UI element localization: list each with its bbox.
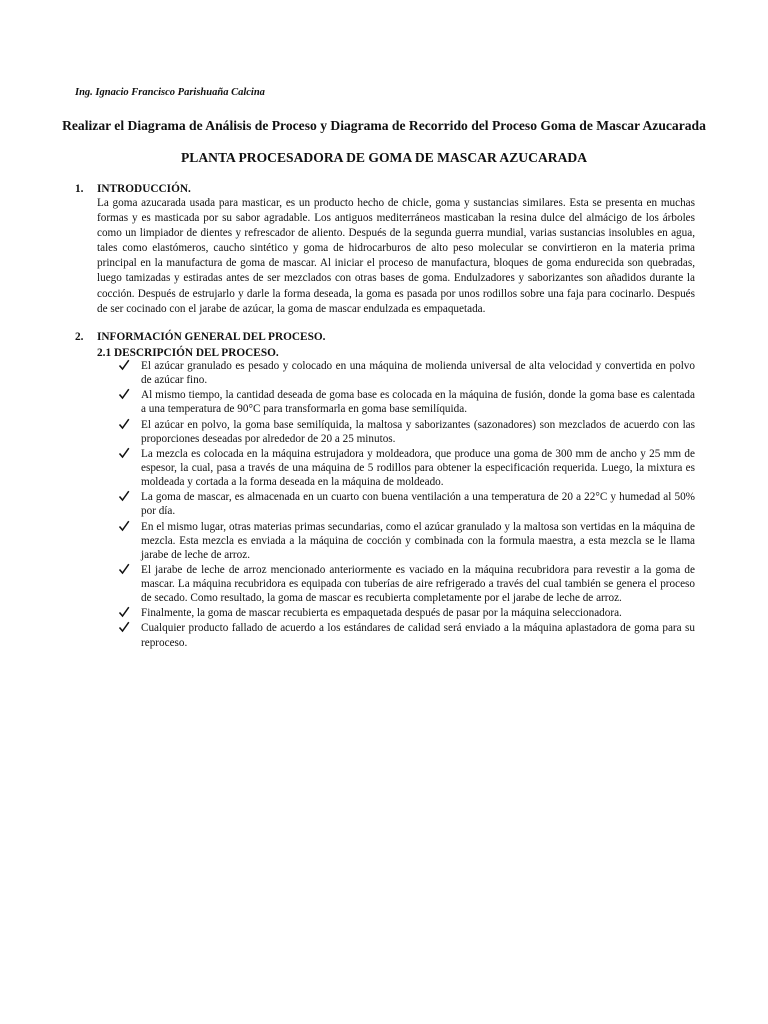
bullet-item xyxy=(118,388,695,416)
bullet-item xyxy=(118,418,695,446)
section-label: INFORMACIÓN GENERAL DEL PROCESO. xyxy=(97,331,326,343)
bullet-text: Finalmente, la goma de mascar recubierta es empaquetada después de pasar por la máquina seleccionadora. xyxy=(141,607,622,620)
bullet-text: El azúcar en polvo, la goma base semilíquida, la maltosa y saborizantes (sazonadores) son mezclados de acuerdo con las proporciones deseadas por alrededor de 20 a 25 minutos. xyxy=(141,418,695,445)
checkmark-icon xyxy=(118,490,130,502)
bullet-text: Cualquier producto fallado de acuerdo a los estándares de calidad será enviado a la máquina aplastadora de goma para su reproceso. xyxy=(141,622,695,649)
section-number: 2. xyxy=(75,331,84,343)
section-number: 1. xyxy=(75,183,84,195)
checkmark-icon xyxy=(118,621,130,633)
bullet-item xyxy=(118,621,695,649)
bullet-text: El jarabe de leche de arroz mencionado anteriormente es vaciado en la máquina recubridora para revestir a la goma de mascar. La máquina recubridora es equipada con tuberías de aire refrigerado a través del cual también se genera el proceso de secado. Como resultado, la goma de mascar es recubierta completamente por el jarabe de leche de arroz. xyxy=(141,563,695,605)
checkmark-icon xyxy=(118,606,130,618)
checkmark-icon xyxy=(118,418,130,430)
bullet-item xyxy=(118,606,695,620)
bullet-text: La mezcla es colocada en la máquina estrujadora y moldeadora, que produce una goma de 300 mm de ancho y 25 mm de espesor, la cual, pasa a través de una máquina de 5 rodillos para obtener la especificación requerida. Luego, la mixtura es moldeada y cortada a la forma deseada en la máquina de moldeado. xyxy=(141,447,695,489)
intro-paragraph: La goma azucarada usada para masticar, es un producto hecho de chicle, goma y sustancias similares. Esta se presenta en muchas formas y es masticada por su sabor agradable. Los antiguos mediterráneos masticaban la resina dulce del almácigo de los árboles como un limpiador de dientes y refrescador de aliento. Después de la segunda guerra mundial, varias sustancias insolubles en agua, tales como elastómeros, caucho sintético y goma de hidrocarburos de alto peso molecular se convirtieron en la materia prima principal en la manufactura de goma de mascar. Al iniciar el proceso de manufactura, bloques de goma endurecida son quebradas, luego tamizadas y estiradas antes de ser mezclados con otras bases de goma. Endulzadores y saborizantes son añadidos durante la cocción. Después de estrujarlo y darle la forma deseada, la goma es pasada por unos rodillos sobre una faja para cocinarlo. Después de ser cocinado con el jarabe de azúcar, la goma de mascar endulzada es empaquetada. xyxy=(97,197,695,315)
bullet-text: Al mismo tiempo, la cantidad deseada de goma base es colocada en la máquina de fusión, donde la goma base es calentada a una temperatura de 90°C para transformarla en goma base semilíquida. xyxy=(141,389,695,416)
subsection-label: 2.1 DESCRIPCIÓN DEL PROCESO. xyxy=(97,347,279,359)
bullet-item xyxy=(118,520,695,562)
checkmark-icon xyxy=(118,388,130,400)
checkmark-icon xyxy=(118,563,130,575)
checkmark-icon xyxy=(118,447,130,459)
section-label: INTRODUCCIÓN. xyxy=(97,183,191,195)
bullet-item xyxy=(118,359,695,387)
checkmark-icon xyxy=(118,520,130,532)
document-title: Realizar el Diagrama de Análisis de Proceso y Diagrama de Recorrido del Proceso Goma de Mascar Azucarada xyxy=(62,118,706,133)
bullet-text: El azúcar granulado es pesado y colocado en una máquina de molienda universal de alta velocidad y convertida en polvo de azúcar fino. xyxy=(141,360,695,387)
bullet-item xyxy=(118,447,695,489)
document-subtitle: PLANTA PROCESADORA DE GOMA DE MASCAR AZUCARADA xyxy=(180,150,588,165)
bullet-text: La goma de mascar, es almacenada en un cuarto con buena ventilación a una temperatura de 20 a 22°C y humedad al 50% por día. xyxy=(141,491,695,518)
process-bullet-list xyxy=(118,359,695,651)
bullet-item xyxy=(118,563,695,605)
checkmark-icon xyxy=(118,359,130,371)
author-line: Ing. Ignacio Francisco Parishuaña Calcina xyxy=(75,87,265,98)
bullet-item xyxy=(118,490,695,518)
bullet-text: En el mismo lugar, otras materias primas secundarias, como el azúcar granulado y la maltosa son vertidas en la máquina de mezcla. Esta mezcla es enviada a la máquina de cocción y combinada con la formula maestra, a esta mezcla se le llama jarabe de leche de arroz. xyxy=(141,520,695,561)
